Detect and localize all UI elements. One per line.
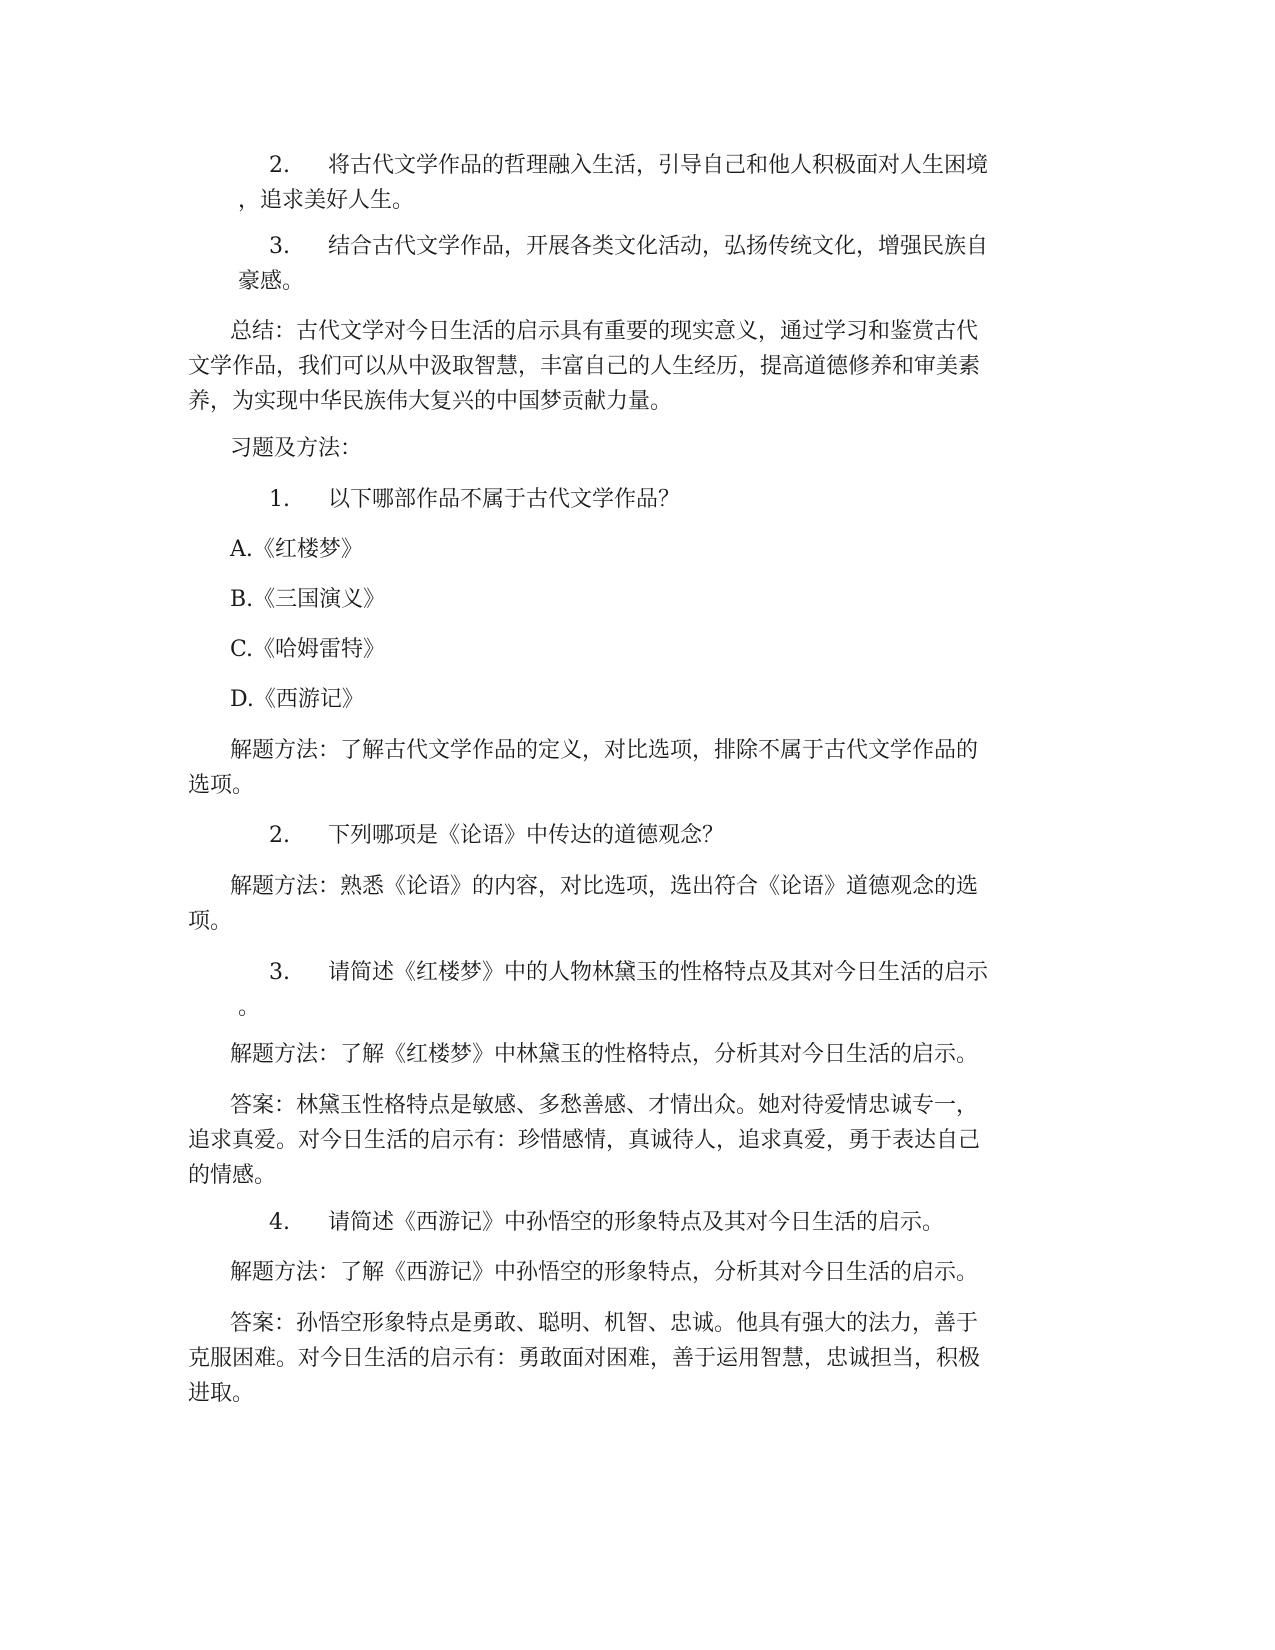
question-number: 2. (269, 823, 290, 848)
paragraph-line: 追求真爱。对今日生活的启示有：珍惜感情，真诚待人，追求真爱，勇于表达自己 (188, 1128, 981, 1153)
paragraph-line: 答案：林黛玉性格特点是敏感、多愁善感、才情出众。她对待爱情忠诚专一， (230, 1093, 979, 1118)
list-item-continuation: 豪感。 (238, 269, 305, 294)
intro-list-item (188, 229, 1088, 299)
exercises-heading (188, 431, 1088, 466)
paragraph-line: 解题方法：熟悉《论语》的内容，对比选项，选出符合《论语》道德观念的选 (230, 874, 979, 899)
paragraph-line: 解题方法：了解《西游记》中孙悟空的形象特点，分析其对今日生活的启示。 (230, 1260, 979, 1285)
paragraph-line: 进取。 (188, 1381, 255, 1406)
intro-list-item (188, 148, 1088, 218)
q4-answer (188, 1306, 1088, 1411)
q2-method (188, 869, 1088, 939)
option-text: C.《哈姆雷特》 (230, 637, 386, 662)
paragraph-line: 项。 (188, 909, 233, 934)
question-2 (188, 818, 1088, 853)
option-a (188, 532, 1088, 567)
option-b (188, 582, 1088, 617)
paragraph-line: 解题方法：了解《红楼梦》中林黛玉的性格特点，分析其对今日生活的启示。 (230, 1042, 979, 1067)
summary-paragraph (188, 314, 1088, 419)
paragraph-line: 文学作品，我们可以从中汲取智慧，丰富自己的人生经历，提高道德修养和审美素 (188, 354, 981, 379)
list-number: 3. (269, 234, 290, 259)
q1-method (188, 733, 1088, 803)
question-number: 1. (269, 487, 290, 512)
paragraph-line: 养，为实现中华民族伟大复兴的中国梦贡献力量。 (188, 389, 673, 414)
option-d (188, 682, 1088, 717)
option-text: A.《红楼梦》 (230, 537, 363, 562)
question-text: 请简述《红楼梦》中的人物林黛玉的性格特点及其对今日生活的启示 (328, 960, 989, 985)
question-continuation: 。 (238, 995, 261, 1020)
q4-method (188, 1255, 1088, 1290)
question-3 (188, 955, 1088, 1025)
question-number: 4. (269, 1210, 290, 1235)
question-text: 以下哪部作品不属于古代文学作品？ (328, 487, 681, 512)
paragraph-line: 克服困难。对今日生活的启示有：勇敢面对困难，善于运用智慧，忠诚担当，积极 (188, 1346, 981, 1371)
paragraph-line: 总结：古代文学对今日生活的启示具有重要的现实意义，通过学习和鉴赏古代 (230, 319, 979, 344)
list-item-continuation: ，追求美好人生。 (238, 188, 415, 213)
heading-text: 习题及方法： (230, 436, 363, 461)
list-item-text: 将古代文学作品的哲理融入生活，引导自己和他人积极面对人生困境 (328, 153, 989, 178)
question-4 (188, 1205, 1088, 1240)
question-number: 3. (269, 960, 290, 985)
option-c (188, 632, 1088, 667)
question-text: 下列哪项是《论语》中传达的道德观念？ (328, 823, 725, 848)
q3-method (188, 1037, 1088, 1072)
question-text: 请简述《西游记》中孙悟空的形象特点及其对今日生活的启示。 (328, 1210, 945, 1235)
paragraph-line: 的情感。 (188, 1163, 277, 1188)
option-text: D.《西游记》 (230, 687, 364, 712)
option-text: B.《三国演义》 (230, 587, 386, 612)
paragraph-line: 答案：孙悟空形象特点是勇敢、聪明、机智、忠诚。他具有强大的法力，善于 (230, 1311, 979, 1336)
list-number: 2. (269, 153, 290, 178)
q3-answer (188, 1088, 1088, 1193)
paragraph-line: 解题方法：了解古代文学作品的定义，对比选项，排除不属于古代文学作品的 (230, 738, 979, 763)
question-1 (188, 482, 1088, 517)
list-item-text: 结合古代文学作品，开展各类文化活动，弘扬传统文化，增强民族自 (328, 234, 989, 259)
paragraph-line: 选项。 (188, 773, 255, 798)
